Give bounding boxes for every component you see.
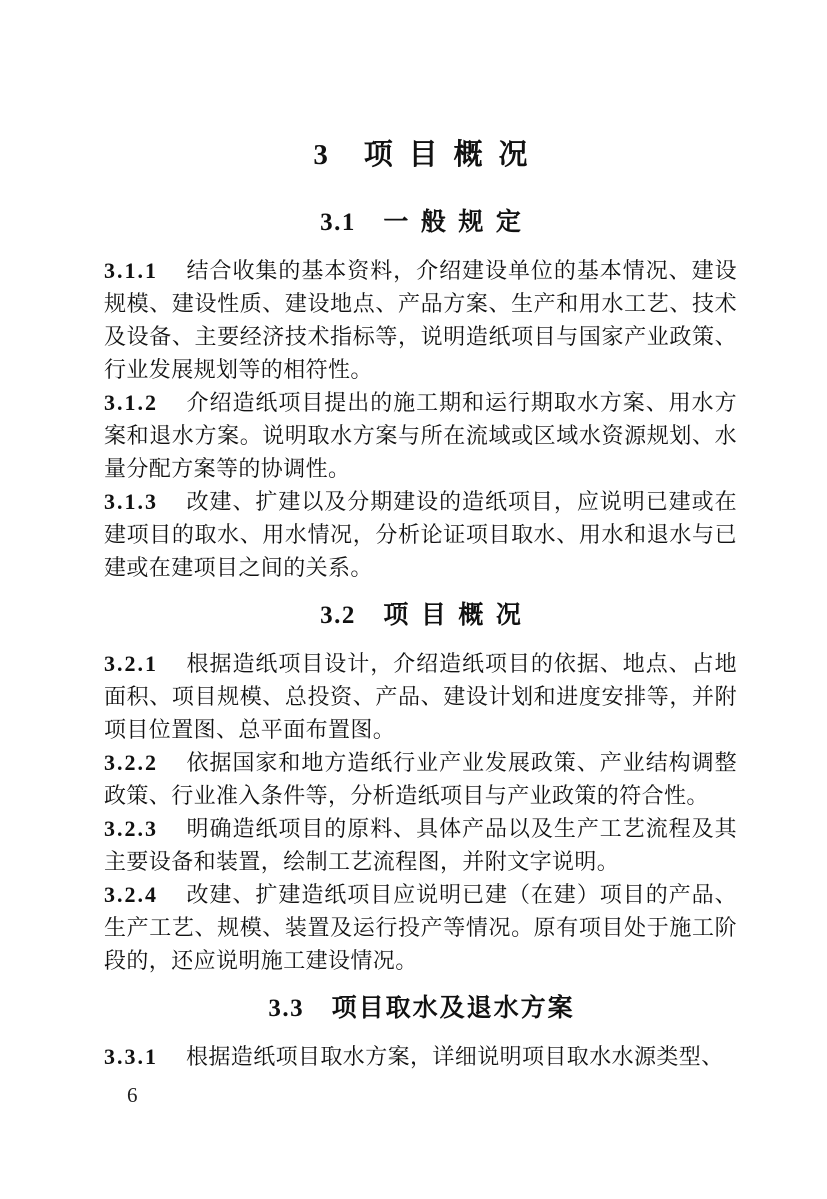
chapter-title	[104, 138, 737, 172]
clause-3-1-1	[104, 254, 737, 386]
clause-3-1-2	[104, 386, 737, 485]
clause-number: 3.2.4	[104, 882, 158, 907]
section-title-text: 项目概况	[383, 601, 534, 629]
clause-3-3-1	[104, 1040, 737, 1073]
clause-text: 根据造纸项目取水方案，详细说明项目取水水源类型、	[186, 1044, 724, 1069]
clause-text: 介绍造纸项目提出的施工期和运行期取水方案、用水方案和退水方案。说明取水方案与所在流域或区域水资源规划、水量分配方案等的协调性。	[104, 390, 737, 481]
clause-text: 依据国家和地方造纸行业产业发展政策、产业结构调整政策、行业准入条件等，分析造纸项目与产业政策的符合性。	[104, 750, 737, 808]
document-content	[104, 0, 737, 1073]
clause-number: 3.3.1	[104, 1044, 158, 1069]
clause-number: 3.1.2	[104, 390, 158, 415]
chapter-title-text: 项目概况	[363, 139, 544, 171]
clause-number: 3.1.3	[104, 489, 158, 514]
clause-text: 改建、扩建以及分期建设的造纸项目，应说明已建或在建项目的取水、用水情况，分析论证项目取水、用水和退水与已建或在建项目之间的关系。	[104, 489, 737, 580]
clause-text: 根据造纸项目设计，介绍造纸项目的依据、地点、占地面积、项目规模、总投资、产品、建设计划和进度安排等，并附项目位置图、总平面布置图。	[104, 651, 737, 742]
clause-3-2-3	[104, 812, 737, 878]
clause-number: 3.1.1	[104, 258, 158, 283]
clause-text: 结合收集的基本资料，介绍建设单位的基本情况、建设规模、建设性质、建设地点、产品方案、生产和用水工艺、技术及设备、主要经济技术指标等，说明造纸项目与国家产业政策、行业发展规划等的相符性。	[104, 258, 737, 382]
clause-text: 明确造纸项目的原料、具体产品以及生产工艺流程及其主要设备和装置，绘制工艺流程图，并附文字说明。	[104, 816, 737, 874]
section-number: 3.1	[320, 209, 356, 236]
clause-3-2-4	[104, 878, 737, 977]
clause-number: 3.2.2	[104, 750, 158, 775]
chapter-number: 3	[313, 139, 329, 171]
page-number: 6	[127, 1083, 138, 1107]
clause-number: 3.2.3	[104, 816, 158, 841]
section-number: 3.2	[320, 602, 356, 629]
section-heading-3-1	[104, 207, 737, 238]
clause-3-1-3	[104, 485, 737, 584]
section-title-text: 一般规定	[383, 208, 534, 236]
section-heading-3-2	[104, 600, 737, 631]
clause-text: 改建、扩建造纸项目应说明已建（在建）项目的产品、生产工艺、规模、装置及运行投产等情况。原有项目处于施工阶段的，还应说明施工建设情况。	[104, 882, 737, 973]
clause-number: 3.2.1	[104, 651, 158, 676]
clause-3-2-1	[104, 647, 737, 746]
section-heading-3-3	[104, 993, 737, 1024]
clause-3-2-2	[104, 746, 737, 812]
section-number: 3.3	[268, 995, 305, 1022]
section-title-text: 项目取水及退水方案	[331, 994, 575, 1022]
